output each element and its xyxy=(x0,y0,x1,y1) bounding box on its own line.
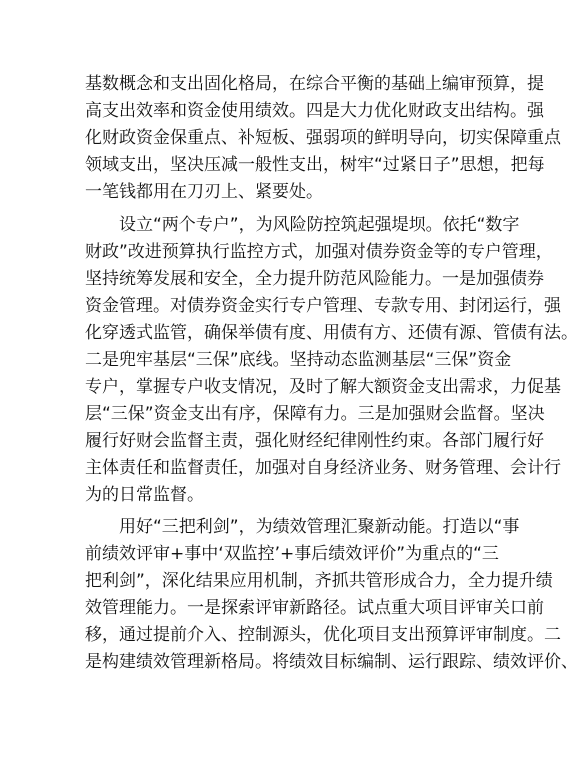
paragraph-1-line-2: 高支出效率和资金使用绩效。四是大力优化财政支出结构。强 xyxy=(85,101,544,121)
paragraph-2-line-7: 专户，掌握专户收支情况，及时了解大额资金支出需求，力促基 xyxy=(85,377,561,397)
paragraph-2-line-8: 层“三保”资金支出有序，保障有力。三是加强财会监督。坚决 xyxy=(85,404,545,424)
paragraph-2-line-2: 财政”改进预算执行监控方式，加强对债券资金等的专户管理， xyxy=(85,242,553,262)
paragraph-3-line-4: 效管理能力。一是探索评审新路径。试点重大项目评审关口前 xyxy=(85,598,544,618)
paragraph-3-line-2: 前绩效评审+事中‘双监控’+事后绩效评价”为重点的“三 xyxy=(85,544,499,564)
paragraph-1-line-5: 一笔钱都用在刀刃上、紧要处。 xyxy=(85,182,323,202)
paragraph-2-line-3: 坚持统筹发展和安全，全力提升防范风险能力。一是加强债券 xyxy=(85,269,544,289)
paragraph-2-line-10: 主体责任和监督责任，加强对自身经济业务、财务管理、会计行 xyxy=(85,458,561,478)
paragraph-2-line-4: 资金管理。对债券资金实行专户管理、专款专用、封闭运行，强 xyxy=(85,296,561,316)
paragraph-2-line-6: 二是兜牢基层“三保”底线。坚持动态监测基层“三保”资金 xyxy=(85,350,512,370)
paragraph-3-line-6: 是构建绩效管理新格局。将绩效目标编制、运行跟踪、绩效评价、 xyxy=(85,652,578,672)
paragraph-2-line-9: 履行好财会监督主责，强化财经纪律刚性约束。各部门履行好 xyxy=(85,431,544,451)
paragraph-2-line-11: 为的日常监督。 xyxy=(85,485,204,505)
paragraph-1-line-3: 化财政资金保重点、补短板、强弱项的鲜明导向，切实保障重点 xyxy=(85,128,561,148)
paragraph-2-line-1: 设立“两个专户”，为风险防控筑起强堤坝。依托“数字 xyxy=(119,215,520,235)
paragraph-3-line-5: 移，通过提前介入、控制源头，优化项目支出预算评审制度。二 xyxy=(85,625,561,645)
paragraph-3-line-3: 把利剑”，深化结果应用机制，齐抓共管形成合力，全力提升绩 xyxy=(85,571,553,591)
paragraph-3-line-1: 用好“三把利剑”，为绩效管理汇聚新动能。打造以“事 xyxy=(119,517,520,537)
paragraph-1-line-4: 领域支出，坚决压减一般性支出，树牢“过紧日子”思想，把每 xyxy=(85,155,545,175)
paragraph-1-line-1: 基数概念和支出固化格局，在综合平衡的基础上编审预算，提 xyxy=(85,74,544,94)
paragraph-2-line-5: 化穿透式监管，确保举债有度、用债有方、还债有源、管债有法。 xyxy=(85,323,578,343)
